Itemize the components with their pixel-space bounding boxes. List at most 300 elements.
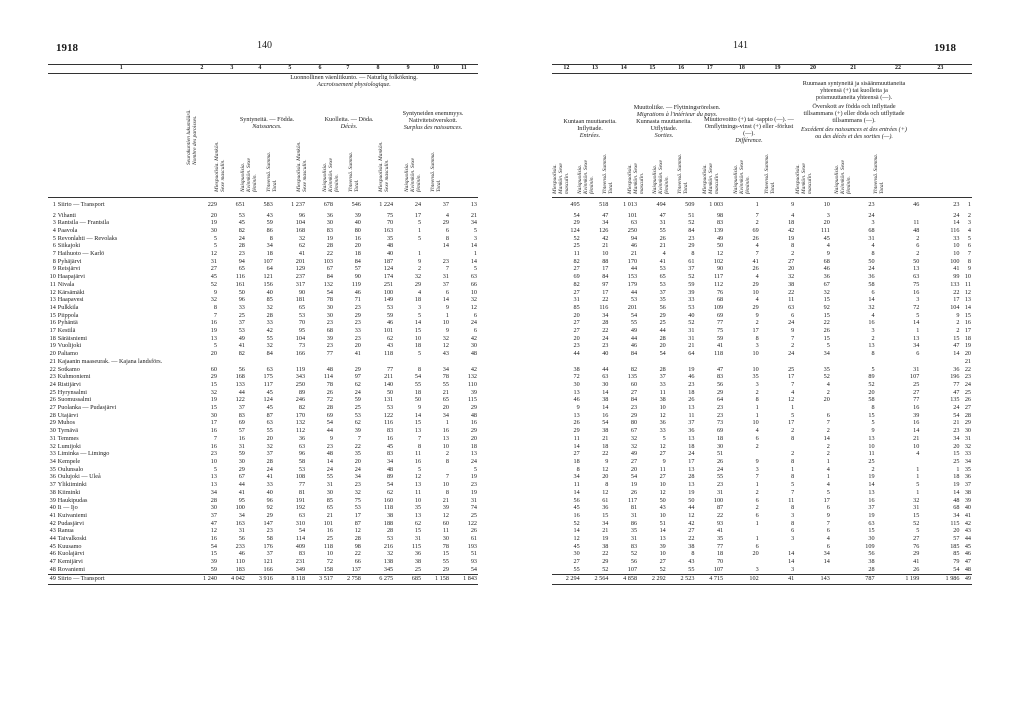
left-table-row <box>48 312 478 320</box>
left-header-spacer-cell <box>48 74 478 198</box>
value-col-16: 23 <box>688 380 695 388</box>
value-col-23: 115 <box>950 519 960 527</box>
value-col-15: 2 292 <box>651 575 666 583</box>
left-table-row <box>48 281 478 289</box>
value-col-13: 40 <box>602 350 609 358</box>
value-col-4: 34 <box>266 242 273 250</box>
value-col-3: 28 <box>238 242 245 250</box>
left-table-row <box>48 396 478 404</box>
value-col-9: 1 <box>417 226 422 234</box>
value-col-5: 63 <box>298 511 306 519</box>
value-col-7: 20 <box>354 342 361 350</box>
value-col-9: 9 <box>417 404 422 412</box>
value-col-7: 97 <box>354 373 361 381</box>
value-col-21: 52 <box>868 380 875 388</box>
left-table-row <box>48 265 478 273</box>
value-col-10: 6 <box>445 288 449 296</box>
value-col-13: 88 <box>602 257 609 265</box>
right-table-row <box>552 466 972 474</box>
value-col-15: 37 <box>659 288 666 296</box>
row-number: 19 <box>964 342 971 350</box>
right-table-row <box>552 481 972 489</box>
right-colnum-21: 21 <box>850 65 857 72</box>
value-col-18: 9 <box>755 311 759 319</box>
value-col-19: 2 <box>791 450 795 458</box>
value-col-3: 30 <box>238 458 245 465</box>
value-col-14: 26 <box>630 488 638 496</box>
value-col-9: 4 <box>417 288 422 296</box>
value-col-11: 110 <box>467 380 477 388</box>
value-col-12: 38 <box>573 365 580 373</box>
value-col-16: 13 <box>688 465 695 473</box>
value-col-7: 41 <box>354 350 361 358</box>
value-col-9: 31 <box>414 535 422 543</box>
right-table-row <box>552 489 972 497</box>
value-col-14: 135 <box>627 373 638 381</box>
value-col-3: 233 <box>235 542 245 550</box>
value-col-16: 27 <box>688 527 695 535</box>
value-col-10: 1 <box>445 311 449 319</box>
municipality-name: Piippola <box>57 311 79 319</box>
value-col-11: 16 <box>470 419 477 427</box>
value-col-12: 31 <box>573 296 580 304</box>
value-col-5: 201 <box>295 257 306 265</box>
value-col-9: 17 <box>414 211 422 219</box>
row-number: 48 <box>964 565 971 573</box>
value-col-20: 4 <box>826 465 830 473</box>
value-col-2: 5 <box>213 342 217 350</box>
value-col-11: 54 <box>470 565 477 573</box>
value-col-11: 18 <box>470 442 477 450</box>
value-col-9: 29 <box>414 280 422 288</box>
value-col-2: 54 <box>210 542 217 550</box>
value-col-2: 5 <box>213 234 217 242</box>
value-col-22: 32 <box>913 496 920 504</box>
value-col-2: 28 <box>210 496 217 504</box>
value-col-13: 22 <box>602 296 609 304</box>
value-col-2: 1 240 <box>203 575 217 583</box>
value-col-8: 100 <box>383 288 394 296</box>
value-col-15: 54 <box>659 350 666 358</box>
right-header-spacer-cell <box>552 74 972 198</box>
left-colnum-8: 8 <box>376 65 380 72</box>
row-number: 20 <box>964 350 971 358</box>
value-col-10: 43 <box>442 350 449 358</box>
value-col-17: 56 <box>716 380 724 388</box>
right-colnum-14: 14 <box>620 65 627 72</box>
value-col-7: 24 <box>354 388 361 396</box>
value-col-21: 8 <box>871 250 875 258</box>
r-sub-t-3: Yhteensä. Summa. Total. <box>764 153 776 194</box>
row-number: 2 <box>967 211 971 219</box>
value-col-16: 46 <box>688 373 695 381</box>
value-col-3: 37 <box>238 404 245 412</box>
value-col-12: 13 <box>573 411 580 419</box>
value-col-11: 42 <box>470 334 477 342</box>
value-col-8: 140 <box>383 380 394 388</box>
municipality-name: Haapajärvi <box>57 273 85 281</box>
value-col-15: 27 <box>659 473 666 481</box>
value-col-16: 84 <box>688 226 695 234</box>
value-col-14: 63 <box>630 219 638 227</box>
value-col-20: 7 <box>826 519 830 527</box>
value-col-11: 66 <box>470 280 477 288</box>
sub-m-1: Miespuolisia. Mankön. Sexe masculin. <box>214 141 226 192</box>
value-col-15: 11 <box>659 388 666 396</box>
value-col-11: 6 <box>473 327 477 335</box>
value-col-6: 69 <box>326 411 333 419</box>
value-col-9: 3 <box>417 303 422 311</box>
value-col-18: 6 <box>755 511 759 519</box>
left-table-row <box>48 289 478 297</box>
value-col-10: 37 <box>442 200 449 208</box>
value-col-20: 14 <box>823 558 830 566</box>
value-col-19: 8 <box>791 458 795 465</box>
value-col-8: 34 <box>386 458 394 465</box>
value-col-13: 30 <box>602 380 609 388</box>
value-col-6: 16 <box>326 527 333 535</box>
right-table-row <box>552 427 972 435</box>
value-col-11: 1 <box>473 250 477 258</box>
value-col-9: 5 <box>417 350 422 358</box>
value-col-19: 8 <box>791 519 795 527</box>
value-col-12: 54 <box>573 211 580 219</box>
value-col-21: 10 <box>868 442 875 450</box>
value-col-20: 3 <box>826 211 830 219</box>
value-col-7: 24 <box>354 465 361 473</box>
value-col-5: 317 <box>295 280 306 288</box>
sub-m-3: Miespuolisia. Mankön. Sexe masculin. <box>378 141 390 192</box>
municipality-name: Siirto — Transport <box>57 575 105 583</box>
right-table-row <box>552 558 972 566</box>
value-col-11: 51 <box>470 550 477 558</box>
value-col-18 <box>724 558 760 566</box>
value-col-4: 45 <box>266 404 273 412</box>
value-col-3: 44 <box>238 481 245 489</box>
value-col-17: 22 <box>716 511 724 519</box>
value-col-18 <box>724 450 760 458</box>
value-col-13: 24 <box>602 334 609 342</box>
value-col-21: 3 <box>871 219 875 227</box>
value-col-6: 101 <box>323 519 333 527</box>
municipality-name: Pyhäntä <box>57 319 78 327</box>
municipality-name: Ylikiiminki <box>57 481 87 489</box>
row-number: 6 <box>967 242 971 250</box>
value-col-8: 6 275 <box>379 575 394 583</box>
value-col-7: 2 758 <box>346 575 361 583</box>
municipality-name: Nivala <box>57 280 75 288</box>
value-col-17: 117 <box>714 273 724 281</box>
value-col-19: 8 <box>791 434 795 442</box>
right-table-row <box>552 212 972 220</box>
value-col-14: 44 <box>630 265 638 273</box>
row-number: 13 <box>964 296 971 304</box>
value-col-7: 75 <box>354 496 361 504</box>
right-table-row <box>552 335 972 343</box>
municipality-name: Rovaniemi <box>57 565 85 573</box>
value-col-23: 47 <box>953 388 960 396</box>
value-col-13: 34 <box>602 311 609 319</box>
value-col-4: 37 <box>266 450 273 458</box>
municipality-name: Kärsämäki <box>57 288 85 296</box>
value-col-10: 21 <box>442 388 449 396</box>
value-col-3: 168 <box>235 373 245 381</box>
value-col-7: 137 <box>351 565 361 573</box>
value-col-3: 163 <box>235 519 245 527</box>
row-number: 34 <box>964 458 971 465</box>
value-col-18: 10 <box>752 350 759 358</box>
right-table-row <box>552 319 972 327</box>
value-col-23: 34 <box>953 511 960 519</box>
right-table-row <box>552 543 972 551</box>
value-col-7: 29 <box>354 365 361 373</box>
value-col-21: 38 <box>868 558 875 566</box>
value-col-21: 58 <box>868 396 875 404</box>
value-col-5: 112 <box>295 427 306 435</box>
value-col-3: 82 <box>238 350 245 358</box>
value-col-2: 19 <box>210 219 217 227</box>
value-col-18: 1 <box>755 200 759 208</box>
value-col-8: 28 <box>386 527 394 535</box>
row-number: 15 <box>964 311 971 319</box>
value-col-13: 19 <box>602 535 609 543</box>
right-table-row <box>552 281 972 289</box>
value-col-7: 39 <box>354 427 361 435</box>
value-col-5: 62 <box>298 242 306 250</box>
value-col-12: 11 <box>573 250 580 258</box>
value-col-7: 32 <box>354 488 361 496</box>
value-col-10: 13 <box>442 434 449 442</box>
value-col-16: 39 <box>688 288 695 296</box>
value-col-9: 18 <box>414 342 422 350</box>
right-table-row <box>552 366 972 374</box>
value-col-8: 124 <box>383 265 394 273</box>
row-number: 14 <box>964 303 971 311</box>
value-col-15: 31 <box>659 219 666 227</box>
row-number: 28 <box>49 411 56 419</box>
value-col-2: 13 <box>210 334 217 342</box>
value-col-21: 5 <box>871 419 875 427</box>
value-col-18: 4 <box>755 427 759 435</box>
municipality-name: Haapavesi <box>57 296 84 304</box>
right-table-row <box>552 296 972 304</box>
row-number: 11 <box>965 280 971 288</box>
left-colnum-blank <box>48 65 57 74</box>
value-col-10 <box>422 358 450 366</box>
r-sub-m-3: Miespuolisia. Mankön. Sexe masculin. <box>702 163 720 194</box>
value-col-23: 24 <box>953 211 960 219</box>
row-number: 34 <box>49 458 56 465</box>
value-col-14: 44 <box>630 334 638 342</box>
value-col-13: 17 <box>602 265 609 273</box>
value-col-21: 15 <box>868 527 875 535</box>
value-col-9: 5 <box>417 234 422 242</box>
value-col-20: 15 <box>823 296 830 304</box>
value-col-9: 8 <box>417 365 422 373</box>
sub-t-1: Yhteensä. Summa. Total. <box>266 151 278 192</box>
left-colnum-1: 1 <box>119 65 123 72</box>
value-col-4: 121 <box>263 273 273 281</box>
value-col-21: 68 <box>868 226 875 234</box>
municipality-name: Haukipudas <box>57 496 88 504</box>
value-col-13: 97 <box>602 280 609 288</box>
value-col-8: 59 <box>386 311 394 319</box>
left-table-row <box>48 527 478 535</box>
value-col-11: 14 <box>470 257 477 265</box>
value-col-15: 37 <box>659 373 666 381</box>
net-header: Ruumaan syntyneitä ja sisäänmuuttaneita yhteensä (+) tai kuolleita ja poismuuttaneita yhteensä (—). Överskott av födda och inflyttade tillsammans (+) eller döda och utflyttade tillsammans (—). Excédent des naissances et des entrées (+) ou des décès et des sorties (—). <box>801 80 907 140</box>
value-col-2: 39 <box>210 558 217 566</box>
value-col-6: 30 <box>326 219 333 227</box>
value-col-7: 23 <box>354 303 361 311</box>
value-col-17: 112 <box>714 280 724 288</box>
value-col-10: 39 <box>442 504 449 512</box>
value-col-12: 45 <box>573 504 580 512</box>
value-col-23: 17 <box>953 296 960 304</box>
value-col-16: 61 <box>688 257 695 265</box>
left-col2-header: Seurakuntien lukumäärä. Nombre des paroisses. <box>186 109 198 165</box>
value-col-6: 65 <box>326 504 333 512</box>
value-col-5: 8 118 <box>291 575 306 583</box>
value-col-22: 1 199 <box>905 575 920 583</box>
left-colnum-9: 9 <box>406 65 410 72</box>
value-col-19: 41 <box>788 575 795 583</box>
value-col-3: 94 <box>238 257 245 265</box>
value-col-7: 20 <box>354 458 361 465</box>
right-colnum-18: 18 <box>738 65 745 72</box>
value-col-15: 47 <box>659 211 666 219</box>
value-col-11: 10 <box>470 288 477 296</box>
value-col-14: 60 <box>630 380 638 388</box>
value-col-20: 35 <box>823 365 830 373</box>
value-col-17: 77 <box>716 542 724 550</box>
right-table-row <box>552 566 972 574</box>
value-col-4: 64 <box>266 265 273 273</box>
value-col-5: 114 <box>295 535 306 543</box>
value-col-6: 39 <box>326 334 333 342</box>
value-col-19: 5 <box>791 481 795 489</box>
value-col-4: 86 <box>266 226 273 234</box>
value-col-10: 29 <box>442 565 449 573</box>
row-number: 44 <box>964 535 971 543</box>
value-col-17: 100 <box>713 496 724 504</box>
value-col-3: 69 <box>238 419 245 427</box>
r-sub-m-2: Miespuolisia. Mankön. Sexe masculin. <box>627 163 645 194</box>
value-col-9: 54 <box>414 373 422 381</box>
value-col-11: 48 <box>470 411 477 419</box>
value-col-18: 1 <box>755 481 759 489</box>
value-col-17: 47 <box>716 365 724 373</box>
value-col-3: 46 <box>238 550 245 558</box>
municipality-name: Hyrynsalmi <box>57 388 88 396</box>
value-col-18: 7 <box>755 473 759 481</box>
municipality-name: Tyrnävä <box>57 427 78 435</box>
value-col-21: 3 <box>871 327 875 335</box>
value-col-19: 12 <box>788 396 795 404</box>
value-col-22: 75 <box>913 280 920 288</box>
value-col-9: 14 <box>414 411 422 419</box>
value-col-7: 40 <box>354 219 361 227</box>
value-col-15: 13 <box>659 535 666 543</box>
value-col-19 <box>760 543 796 551</box>
value-col-17: 83 <box>716 219 724 227</box>
value-col-17: 30 <box>716 442 724 450</box>
row-number: 31 <box>49 434 56 442</box>
value-col-13 <box>581 358 610 366</box>
right-colnum-20: 20 <box>810 65 817 72</box>
value-col-18: 2 <box>755 442 759 450</box>
right-table-row <box>552 419 972 427</box>
value-col-22: 107 <box>910 373 920 381</box>
value-col-6: 77 <box>326 350 333 358</box>
value-col-17: 98 <box>716 211 724 219</box>
left-table-row <box>48 212 478 220</box>
value-col-8: 50 <box>386 388 394 396</box>
value-col-7: 22 <box>354 442 361 450</box>
row-number: 25 <box>964 388 971 396</box>
value-col-12: 13 <box>573 388 580 396</box>
value-col-21: 13 <box>868 488 875 496</box>
right-table-row <box>552 373 972 381</box>
value-col-18: 102 <box>749 575 759 583</box>
value-col-18: 4 <box>755 273 759 281</box>
value-col-5: 83 <box>298 550 306 558</box>
sub-t-2: Yhteensä. Summa. Total. <box>348 151 360 192</box>
value-col-14: 84 <box>630 396 638 404</box>
value-col-20: 6 <box>826 411 830 419</box>
row-number: 28 <box>964 411 971 419</box>
value-col-16: 52 <box>688 273 695 281</box>
row-number: 7 <box>967 250 971 258</box>
value-col-23: 100 <box>950 257 960 265</box>
row-number: 47 <box>49 558 56 566</box>
right-table-row <box>552 520 972 528</box>
value-col-4: 63 <box>266 365 273 373</box>
row-number: 36 <box>964 473 971 481</box>
value-col-18 <box>724 358 760 366</box>
row-number: 10 <box>964 273 971 281</box>
municipality-name: Taivalkoski <box>57 535 87 543</box>
value-col-13: 9 <box>605 458 609 465</box>
value-col-22: 5 <box>916 311 920 319</box>
value-col-8: 149 <box>383 296 394 304</box>
row-number: 9 <box>52 265 56 273</box>
value-col-3: 67 <box>238 473 245 481</box>
value-col-3: 100 <box>235 504 245 512</box>
row-number: 31 <box>964 434 971 442</box>
value-col-4: 45 <box>266 388 273 396</box>
value-col-10: 34 <box>442 411 449 419</box>
value-col-10: 2 <box>445 450 449 458</box>
value-col-7: 7 <box>357 434 361 442</box>
value-col-12: 56 <box>573 496 580 504</box>
value-col-22: 1 <box>916 465 920 473</box>
value-col-20: 34 <box>823 350 830 358</box>
value-col-22: 5 <box>916 527 920 535</box>
value-col-19: 63 <box>788 303 795 311</box>
value-col-5: 349 <box>295 565 306 573</box>
value-col-12: 124 <box>570 226 580 234</box>
value-col-21: 58 <box>868 280 875 288</box>
value-col-15: 28 <box>659 334 666 342</box>
value-col-16: 21 <box>688 342 695 350</box>
value-col-5: 65 <box>298 303 306 311</box>
row-number: 8 <box>52 257 56 265</box>
value-col-15: 10 <box>659 481 666 489</box>
value-col-20: 2 <box>826 427 830 435</box>
value-col-12: 82 <box>573 257 580 265</box>
value-col-14: 86 <box>630 519 638 527</box>
